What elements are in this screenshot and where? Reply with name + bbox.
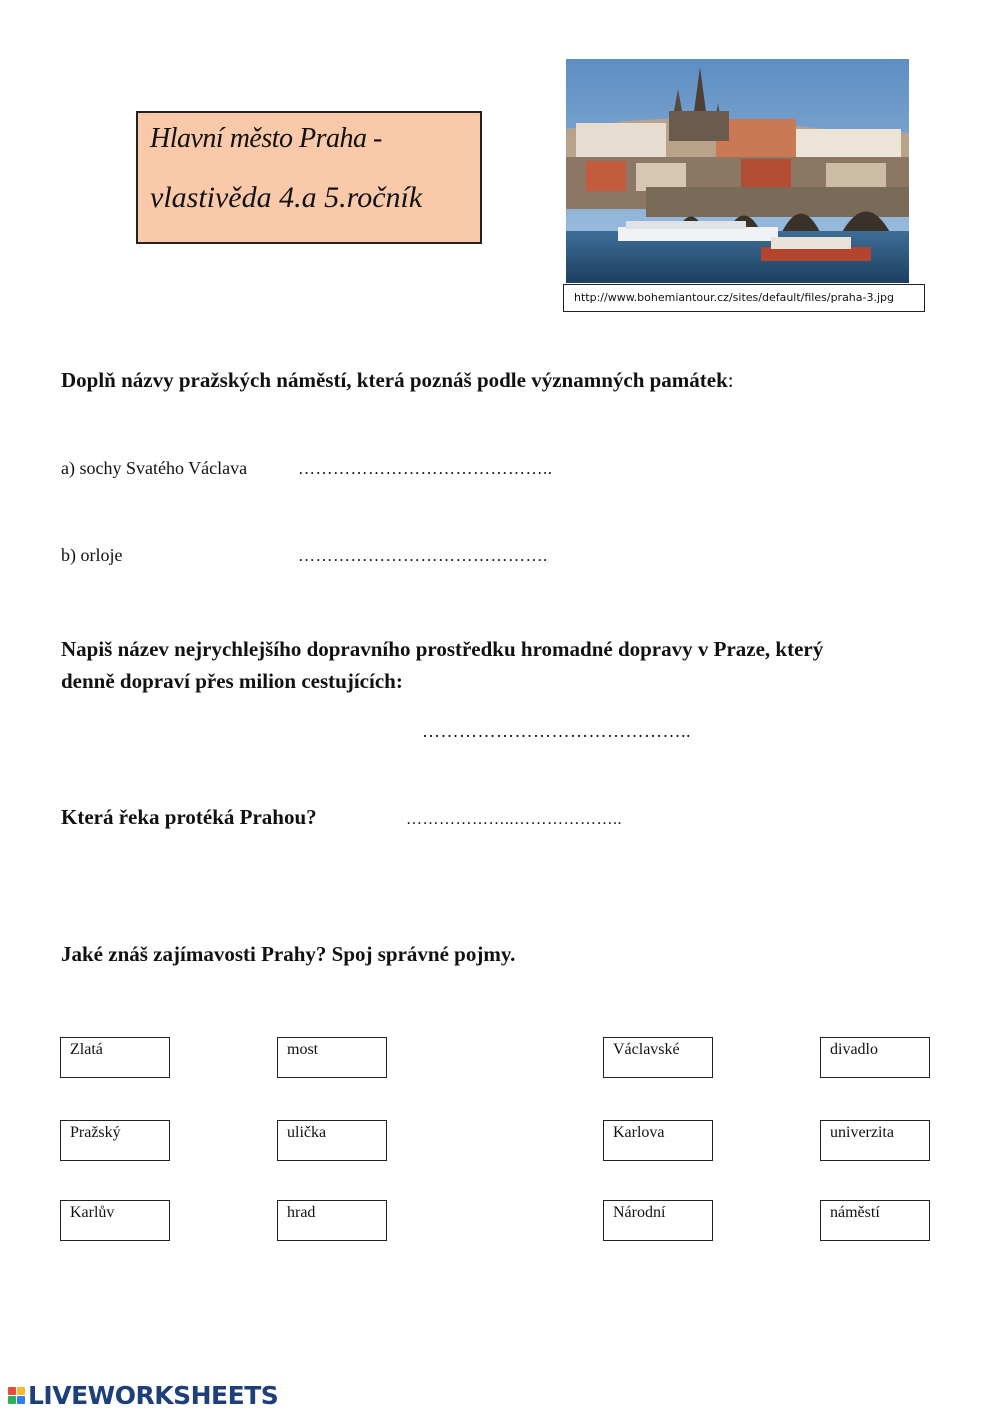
word-box-vaclavske[interactable]: Václavské (603, 1037, 713, 1078)
word-box-divadlo[interactable]: divadlo (820, 1037, 930, 1078)
item-b-label: b) orloje (61, 545, 123, 565)
word-box-most[interactable]: most (277, 1037, 387, 1078)
prague-photo-illustration (566, 59, 909, 283)
item-b-blank[interactable]: ……………………………………. (298, 546, 548, 565)
word-box-ulicka[interactable]: ulička (277, 1120, 387, 1161)
word-box-zlata[interactable]: Zlatá (60, 1037, 170, 1078)
logo-square-red (8, 1387, 16, 1395)
logo-text: LIVEWORKSHEETS (28, 1380, 279, 1410)
question-transport-line-1: Napiš název nejrychlejšího dopravního prostředku hromadné dopravy v Praze, který (61, 637, 824, 661)
question-squares-text: Doplň názvy pražských náměstí, která poznáš podle významných památek (61, 368, 728, 392)
prague-photo (566, 59, 909, 283)
word-box-univerzita[interactable]: univerzita (820, 1120, 930, 1161)
word-box-karlova[interactable]: Karlova (603, 1120, 713, 1161)
question-match: Jaké znáš zajímavosti Prahy? Spoj správné pojmy. (61, 942, 516, 966)
word-box-karluv[interactable]: Karlův (60, 1200, 170, 1241)
river-blank[interactable]: ………………..……………….. (406, 811, 622, 828)
photo-caption: http://www.bohemiantour.cz/sites/default/files/praha-3.jpg (563, 284, 925, 312)
logo-grid-icon (8, 1387, 25, 1404)
logo-square-green (8, 1396, 16, 1404)
logo-square-yellow (17, 1387, 25, 1395)
word-box-prazsky[interactable]: Pražský (60, 1120, 170, 1161)
title-line-1: Hlavní město Praha - (150, 123, 382, 154)
liveworksheets-logo[interactable] (8, 1382, 278, 1408)
word-box-narodni[interactable]: Národní (603, 1200, 713, 1241)
question-transport-line-2: denně dopraví přes milion cestujících: (61, 669, 403, 693)
word-box-hrad[interactable]: hrad (277, 1200, 387, 1241)
question-river: Která řeka protéká Prahou? (61, 805, 317, 829)
logo-square-blue (17, 1396, 25, 1404)
question-squares (61, 368, 734, 393)
word-box-namesti[interactable]: náměstí (820, 1200, 930, 1241)
title-line-2: vlastivěda 4.a 5.ročník (150, 181, 423, 214)
transport-blank[interactable]: …………………………………….. (422, 721, 691, 741)
title-box (136, 111, 482, 244)
question-squares-colon: : (727, 368, 734, 392)
item-a-blank[interactable]: …………………………………….. (298, 459, 553, 478)
item-a-label: a) sochy Svatého Václava (61, 458, 248, 478)
